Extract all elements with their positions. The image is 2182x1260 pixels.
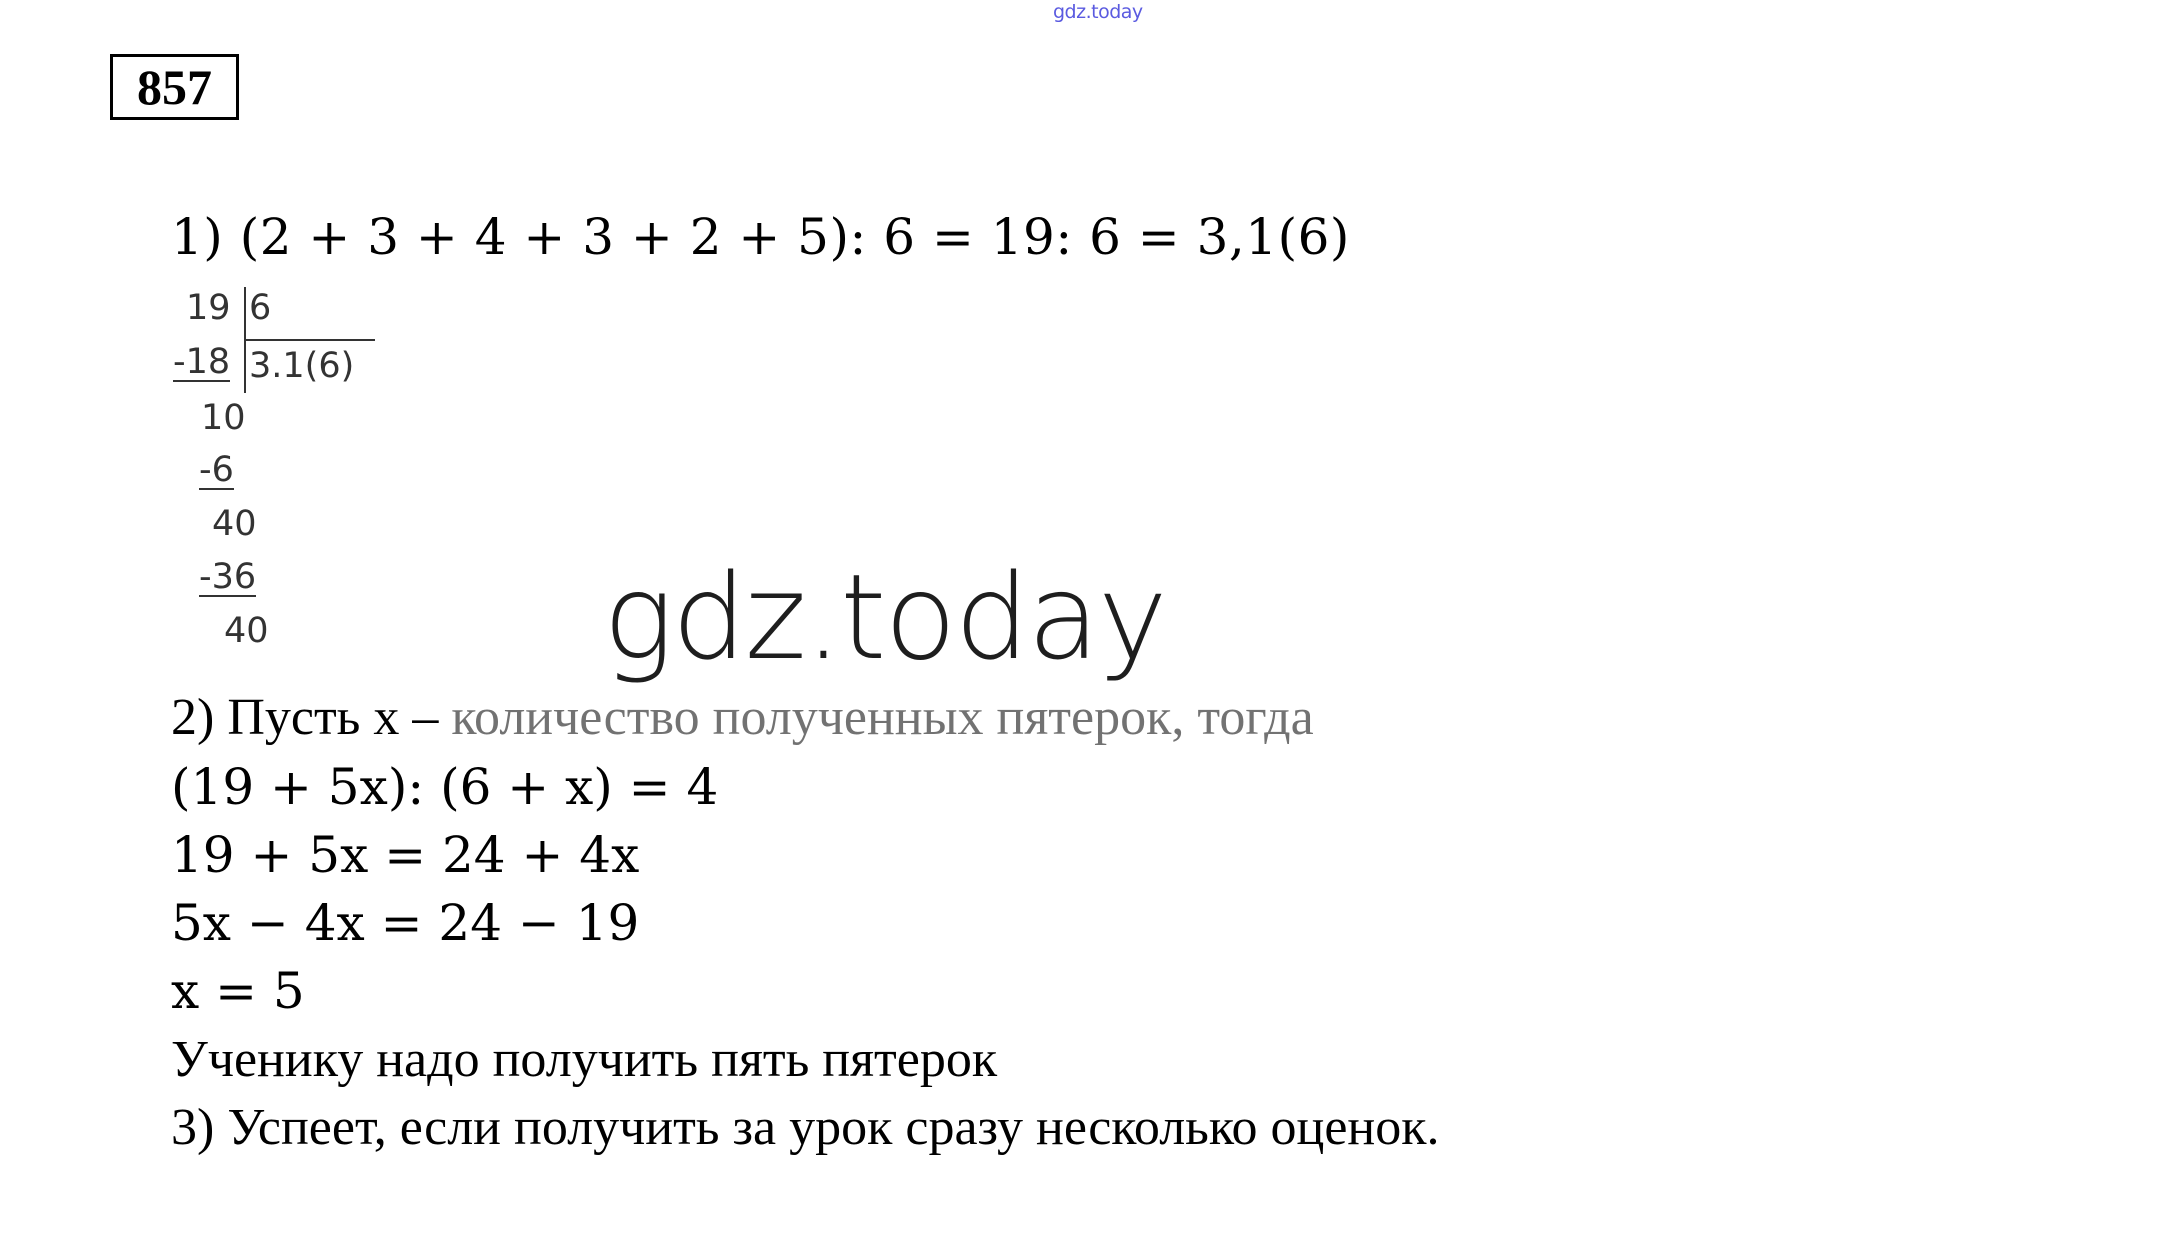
part2-intro <box>171 688 1314 747</box>
division-horizontal-line <box>244 339 375 341</box>
part2-intro-start: 2) Пусть x – <box>171 689 452 746</box>
part2-answer: Ученику надо получить пять пятерок <box>171 1031 998 1088</box>
division-step: 40 <box>224 611 269 651</box>
division-step: -18 <box>173 342 231 382</box>
division-step: -36 <box>199 557 257 597</box>
part2-equation-d: x = 5 <box>171 962 305 1020</box>
division-step: 10 <box>201 398 246 438</box>
division-quotient: 3.1(6) <box>249 346 355 386</box>
division-step: -6 <box>199 450 234 490</box>
site-watermark-large: gdz.today <box>603 548 1166 686</box>
site-watermark-small: gdz.today <box>1053 1 1143 23</box>
division-step: 40 <box>212 504 257 544</box>
part1-equation: 1) (2 + 3 + 4 + 3 + 2 + 5): 6 = 19: 6 = 3,1(6) <box>171 208 1350 266</box>
part2-equation-b: 19 + 5x = 24 + 4x <box>171 826 640 884</box>
part3-text: 3) Успеет, если получить за урок сразу несколько оценок. <box>171 1099 1440 1156</box>
part2-equation-c: 5x − 4x = 24 − 19 <box>171 894 640 952</box>
division-divisor: 6 <box>249 288 272 328</box>
division-dividend: 19 <box>186 288 231 328</box>
problem-number: 857 <box>110 54 239 120</box>
part2-intro-rest: количество полученных пятерок, тогда <box>451 689 1314 746</box>
part2-equation-a: (19 + 5x): (6 + x) = 4 <box>171 758 719 816</box>
